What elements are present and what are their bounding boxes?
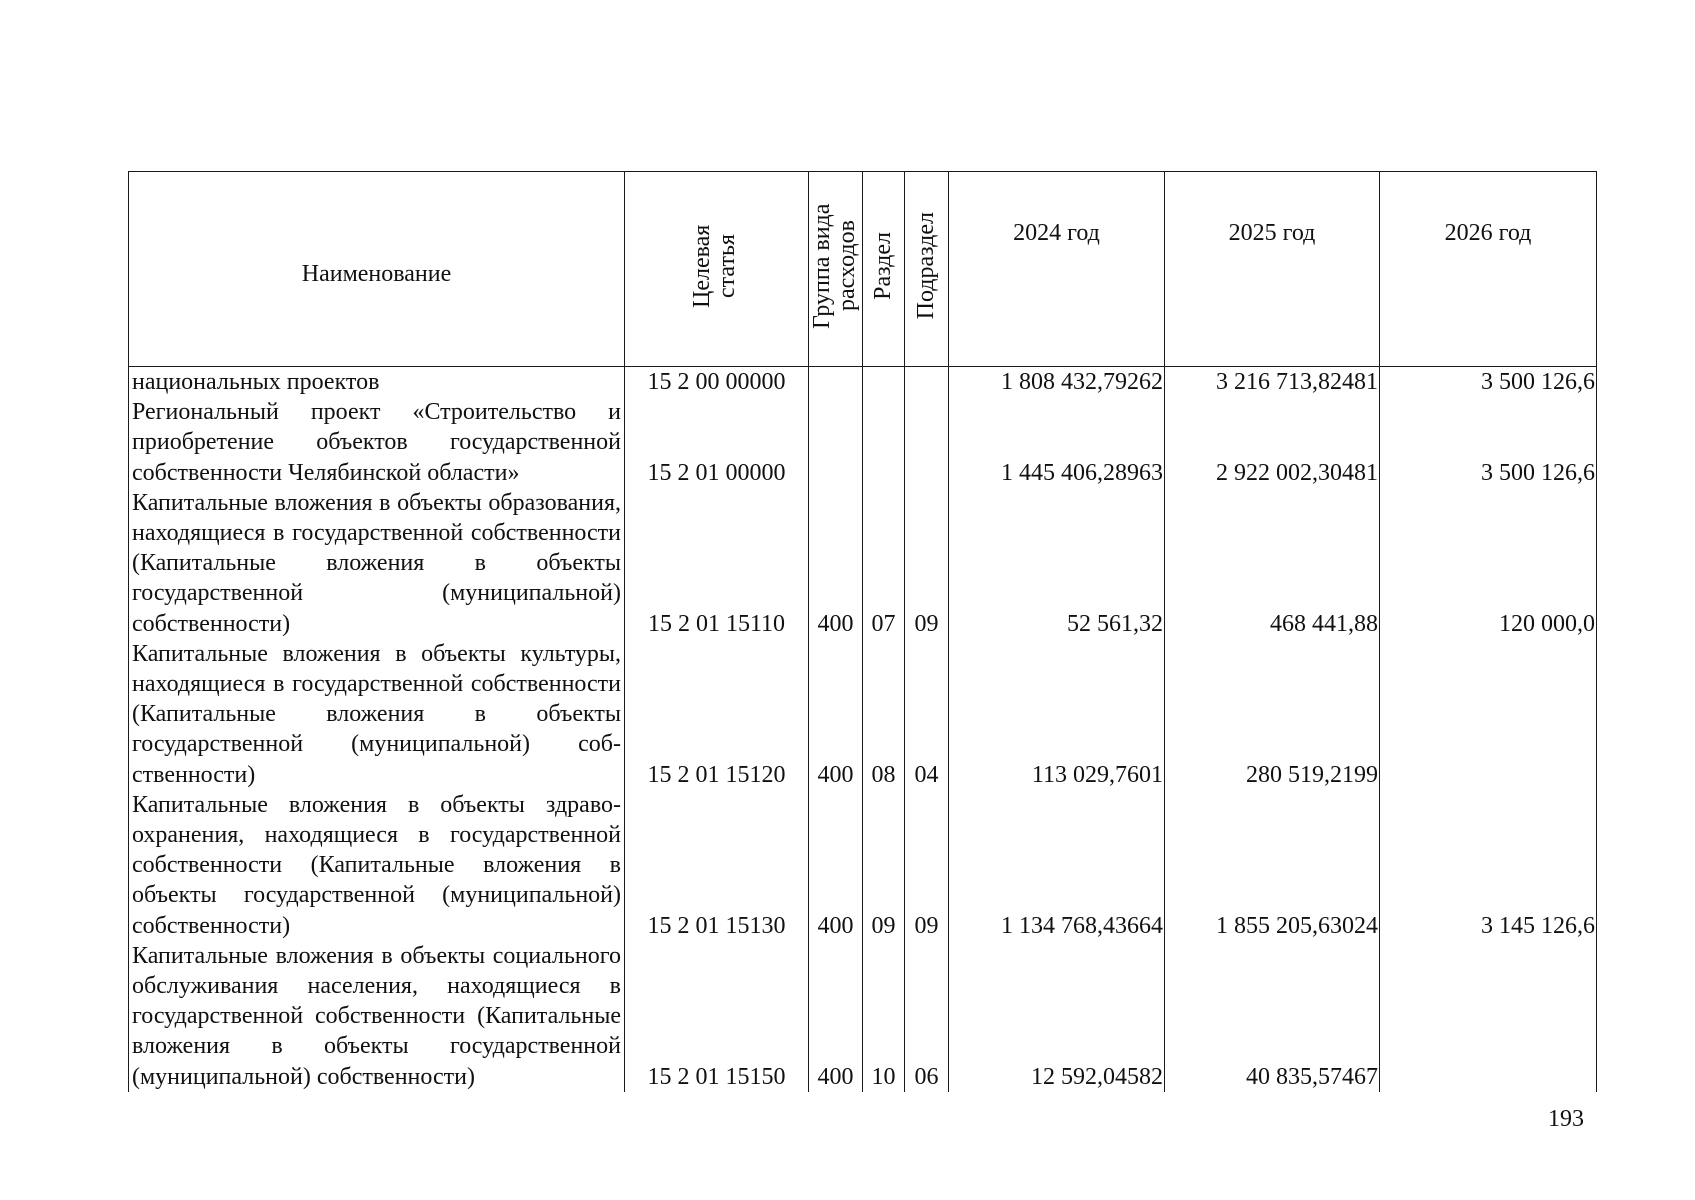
- row-amount-2026: 3 500 126,6: [1380, 367, 1597, 398]
- row-amount-2024: 1 134 768,43664: [949, 790, 1165, 941]
- row-amount-2026: 120 000,0: [1380, 488, 1597, 639]
- row-target-article: 15 2 01 15150: [625, 941, 809, 1092]
- row-target-article: 15 2 01 00000: [625, 397, 809, 488]
- row-name: национальных проектов: [129, 367, 625, 398]
- row-amount-2026: [1380, 941, 1597, 1092]
- row-target-article: 15 2 01 15110: [625, 488, 809, 639]
- row-name: Капитальные вложения в объекты социального обслуживания населения, находящиеся в государственной собственности (Капитальные вложения в объекты государственной (муниципальной) собственности): [129, 941, 625, 1092]
- row-target-article: 15 2 00 00000: [625, 367, 809, 398]
- row-expense-group: [809, 397, 863, 488]
- table-row: [129, 367, 1597, 398]
- row-section: [863, 367, 905, 398]
- row-amount-2025: 3 216 713,82481: [1165, 367, 1380, 398]
- row-section: 09: [863, 790, 905, 941]
- header-year-2024: 2024 год: [949, 172, 1165, 367]
- row-subsection: 06: [905, 941, 949, 1092]
- row-subsection: [905, 397, 949, 488]
- table-header: [129, 172, 1597, 367]
- row-subsection: [905, 367, 949, 398]
- row-amount-2025: 468 441,88: [1165, 488, 1380, 639]
- row-section: 07: [863, 488, 905, 639]
- row-subsection: 04: [905, 639, 949, 790]
- row-name: Региональный проект «Строительство и приобретение объектов государственной собственности Челябинской области»: [129, 397, 625, 488]
- header-target-article: Целевая статья: [625, 172, 809, 367]
- row-amount-2026: 3 145 126,6: [1380, 790, 1597, 941]
- row-amount-2026: 3 500 126,6: [1380, 397, 1597, 488]
- page-number: 193: [1548, 1106, 1584, 1132]
- header-section: Раздел: [863, 172, 905, 367]
- row-section: 08: [863, 639, 905, 790]
- row-expense-group: [809, 367, 863, 398]
- row-target-article: 15 2 01 15120: [625, 639, 809, 790]
- row-subsection: 09: [905, 488, 949, 639]
- row-section: 10: [863, 941, 905, 1092]
- header-expense-group: Группа вида расходов: [809, 172, 863, 367]
- header-year-2025: 2025 год: [1165, 172, 1380, 367]
- row-name: Капитальные вложения в объекты здравоохранения, находящиеся в государственной собственности (Капитальные вложения в объекты государственной (муниципальной) собственности): [129, 790, 625, 941]
- row-amount-2024: 1 808 432,79262: [949, 367, 1165, 398]
- row-name: Капитальные вложения в объекты культуры, находящиеся в государственной собственности (Капитальные вложения в объекты государственной (муниципальной) собственности): [129, 639, 625, 790]
- budget-table: [128, 171, 1597, 1092]
- row-name: Капитальные вложения в объекты образования, находящиеся в государственной собственности (Капитальные вложения в объекты государственной (муниципальной) собственности): [129, 488, 625, 639]
- row-amount-2025: 40 835,57467: [1165, 941, 1380, 1092]
- header-subsection: Подраздел: [905, 172, 949, 367]
- row-amount-2025: 2 922 002,30481: [1165, 397, 1380, 488]
- row-amount-2024: 52 561,32: [949, 488, 1165, 639]
- row-amount-2024: 12 592,04582: [949, 941, 1165, 1092]
- row-expense-group: 400: [809, 790, 863, 941]
- row-expense-group: 400: [809, 639, 863, 790]
- row-subsection: 09: [905, 790, 949, 941]
- row-amount-2025: 1 855 205,63024: [1165, 790, 1380, 941]
- table-row: [129, 941, 1597, 1092]
- header-name: Наименование: [129, 172, 625, 367]
- row-expense-group: 400: [809, 488, 863, 639]
- row-expense-group: 400: [809, 941, 863, 1092]
- table-body: [129, 367, 1597, 1092]
- header-year-2026: 2026 год: [1380, 172, 1597, 367]
- row-amount-2024: 1 445 406,28963: [949, 397, 1165, 488]
- row-section: [863, 397, 905, 488]
- table-row: [129, 397, 1597, 488]
- table-row: [129, 790, 1597, 941]
- row-amount-2024: 113 029,7601: [949, 639, 1165, 790]
- table-row: [129, 639, 1597, 790]
- row-amount-2026: [1380, 639, 1597, 790]
- row-target-article: 15 2 01 15130: [625, 790, 809, 941]
- table-row: [129, 488, 1597, 639]
- row-amount-2025: 280 519,2199: [1165, 639, 1380, 790]
